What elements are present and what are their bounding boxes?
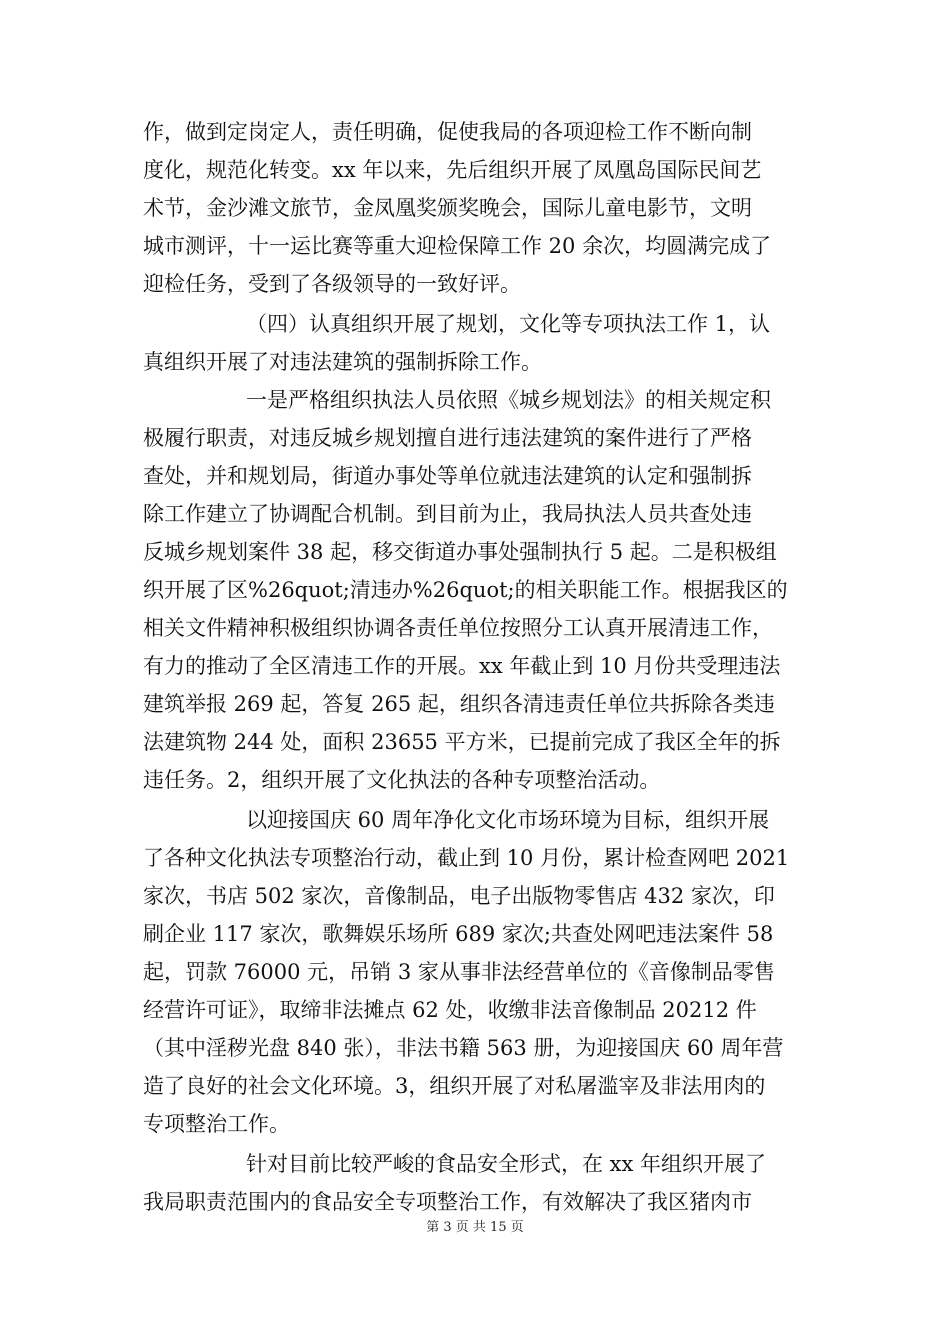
text-line: 有力的推动了全区清违工作的开展。xx 年截止到 10 月份共受理违法 [143, 654, 781, 678]
paragraph-first-line: 一是严格组织执法人员依照《城乡规划法》的相关规定积 [246, 388, 771, 412]
text-line: 造了良好的社会文化环境。3，组织开展了对私屠滥宰及非法用肉的 [143, 1074, 766, 1098]
text-line: 度化，规范化转变。xx 年以来，先后组织开展了凤凰岛国际民间艺 [143, 158, 762, 182]
text-line: 了各种文化执法专项整治行动，截止到 10 月份，累计检查网吧 2021 [143, 846, 790, 870]
text-line: 相关文件精神积极组织协调各责任单位按照分工认真开展清违工作， [143, 616, 773, 640]
text-line: 术节，金沙滩文旅节，金凤凰奖颁奖晚会，国际儿童电影节，文明 [143, 196, 752, 220]
text-line: 迎检任务，受到了各级领导的一致好评。 [143, 272, 521, 296]
text-line: 真组织开展了对违法建筑的强制拆除工作。 [143, 350, 542, 374]
text-line: 城市测评，十一运比赛等重大迎检保障工作 20 余次，均圆满完成了 [143, 234, 772, 258]
text-line: 反城乡规划案件 38 起，移交街道办事处强制执行 5 起。二是积极组 [143, 540, 777, 564]
text-line: 我局职责范围内的食品安全专项整治工作，有效解决了我区猪肉市 [143, 1190, 752, 1214]
text-line: 经营许可证》，取缔非法摊点 62 处，收缴非法音像制品 20212 件 [143, 998, 757, 1022]
text-line: 违任务。2，组织开展了文化执法的各种专项整治活动。 [143, 768, 661, 792]
paragraph-first-line: 针对目前比较严峻的食品安全形式，在 xx 年组织开展了 [246, 1152, 767, 1176]
text-line: 刷企业 117 家次，歌舞娱乐场所 689 家次;共查处网吧违法案件 58 [143, 922, 774, 946]
text-line: 查处，并和规划局，街道办事处等单位就违法建筑的认定和强制拆 [143, 464, 752, 488]
text-line: 专项整治工作。 [143, 1112, 290, 1136]
text-line: 织开展了区%26quot;清违办%26quot;的相关职能工作。根据我区的 [143, 578, 788, 602]
paragraph-first-line: 以迎接国庆 60 周年净化文化市场环境为目标，组织开展 [246, 808, 770, 832]
text-line: 极履行职责，对违反城乡规划擅自进行违法建筑的案件进行了严格 [143, 426, 752, 450]
text-line: （其中淫秽光盘 840 张），非法书籍 563 册，为迎接国庆 60 周年营 [143, 1036, 784, 1060]
text-line: 建筑举报 269 起，答复 265 起，组织各清违责任单位共拆除各类违 [143, 692, 775, 716]
page-number-footer [0, 1219, 950, 1237]
text-line: 法建筑物 244 处，面积 23655 平方米，已提前完成了我区全年的拆 [143, 730, 781, 754]
text-line: 家次，书店 502 家次，音像制品，电子出版物零售店 432 家次，印 [143, 884, 775, 908]
section-heading-line: （四）认真组织开展了规划，文化等专项执法工作 1，认 [246, 312, 771, 336]
text-line: 除工作建立了协调配合机制。到目前为止，我局执法人员共查处违 [143, 502, 752, 526]
page-number-label: 第 3 页 共 15 页 [426, 1220, 524, 1235]
text-line: 作，做到定岗定人，责任明确，促使我局的各项迎检工作不断向制 [143, 120, 752, 144]
text-line: 起，罚款 76000 元，吊销 3 家从事非法经营单位的《音像制品零售 [143, 960, 775, 984]
